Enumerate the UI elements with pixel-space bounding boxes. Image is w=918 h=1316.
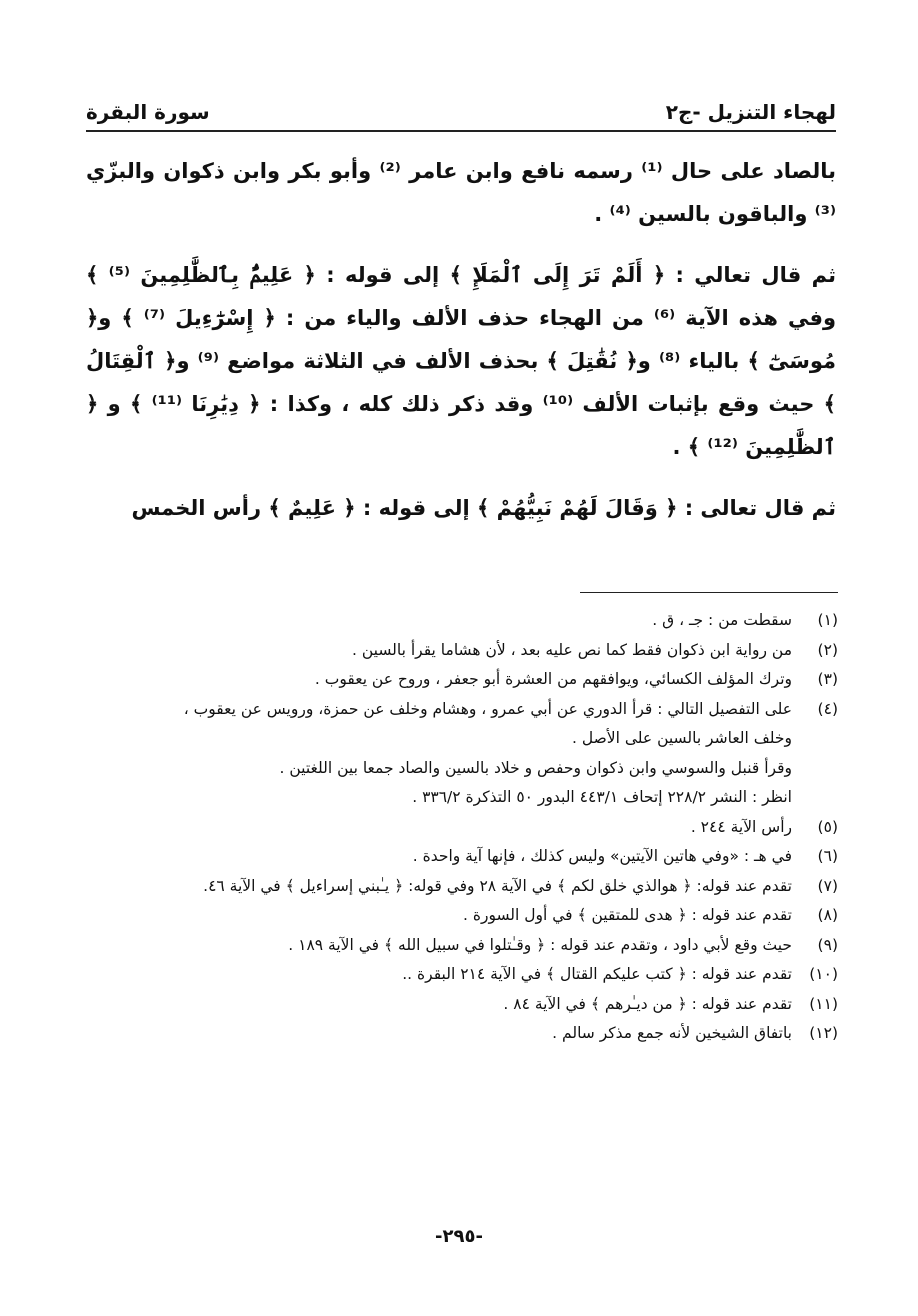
footnote-12 <box>80 1019 838 1049</box>
footnote-1 <box>80 606 838 636</box>
footnote-text: حيث وقع لأبي داود ، وتقدم عند قوله : ﴿ وقـٰتلوا في سبيل الله ﴾ في الآية ١٨٩ . <box>288 935 792 954</box>
footnote-3 <box>80 665 838 695</box>
paragraph-2: ثم قال تعالي : ﴿ أَلَمْ تَرَ إِلَى ٱلْمَلَإِ ﴾ إلى قوله : ﴿ عَلِيمٌۢ بِٱلظَّٰلِمِينَ ⁽⁵⁾ ﴾ وفي هذه الآية ⁽⁶⁾ من الهجاء حذف الألف والياء من : ﴿ إِسْرَٰٓءِيلَ ⁽⁷⁾ ﴾ و﴿ مُوسَىٰٓ ﴾ بالياء ⁽⁸⁾ و﴿ نُقَٰتِلَ ﴾ بحذف الألف في الثلاثة مواضع ⁽⁹⁾ و﴿ ٱلْقِتَالُ ﴾ حيث وقع بإثبات الألف ⁽¹⁰⁾ وقد ذكر ذلك كله ، وكذا : ﴿ دِيَٰرِنَا ⁽¹¹⁾ ﴾ و ﴿ ٱلظَّٰلِمِينَ ⁽¹²⁾ ﴾ . <box>86 263 837 459</box>
footnote-number: (١١) <box>809 994 838 1013</box>
footnote-number: (٥) <box>817 817 838 836</box>
footnote-number: (١٠) <box>809 965 838 983</box>
footnote-4-line-2: وخلف العاشر بالسين على الأصل . <box>572 729 792 747</box>
footnote-4 <box>80 695 838 725</box>
footnote-text: من رواية ابن ذكوان فقط كما نص عليه بعد ، لأن هشاما يقرأ بالسين . <box>352 640 792 659</box>
footnote-number: (١) <box>817 611 838 629</box>
running-header <box>86 84 836 132</box>
footnote-text: في هـ : «وفي هاتين الآيتين» وليس كذلك ، فإنها آية واحدة . <box>412 847 792 865</box>
footnotes <box>80 606 838 1049</box>
footnote-4-line-3: وقرأ قنبل والسوسي وابن ذكوان وحفص و خلاد بالسين والصاد جمعا بين اللغتين . <box>279 758 792 777</box>
book-title: لهجاء التنزيل -ج٢ <box>665 100 836 124</box>
footnote-text: على التفصيل التالي : قرأ الدوري عن أبي عمرو ، وهشام وخلف عن حمزة، ورويس عن يعقوب ، <box>183 699 792 718</box>
main-text <box>86 150 836 548</box>
footnote-number: (٤) <box>817 699 838 718</box>
footnote-10 <box>80 960 838 990</box>
footnote-text: تقدم عند قوله : ﴿ كتب عليكم القتال ﴾ في الآية ٢١٤ البقرة .. <box>402 965 792 983</box>
footnote-text: تقدم عند قوله : ﴿ من ديـٰرهم ﴾ في الآية ٨٤ . <box>503 994 792 1013</box>
footnote-number: (٦) <box>817 847 838 865</box>
footnote-number: (٣) <box>817 670 838 688</box>
footnote-4-line-4: انظر : النشر ٢٢٨/٢ إتحاف ٤٤٣/١ البدور ٥٠ التذكرة ٣٣٦/٢ . <box>412 788 792 806</box>
footnote-number: (١٢) <box>809 1024 838 1042</box>
footnote-number: (٩) <box>817 935 838 954</box>
footnote-text: وترك المؤلف الكسائي، ويوافقهم من العشرة أبو جعفر ، وروح عن يعقوب . <box>314 670 792 688</box>
footnote-9 <box>80 931 838 961</box>
footnote-number: (٧) <box>817 876 838 895</box>
footnote-2 <box>80 636 838 666</box>
footnote-7 <box>80 872 838 902</box>
footnote-6 <box>80 842 838 872</box>
footnote-text: سقطت من : جـ ، ق . <box>652 611 792 629</box>
surah-title: سورة البقرة <box>86 100 210 124</box>
page-number: -٢٩٥- <box>435 1226 483 1247</box>
footnote-8 <box>80 901 838 931</box>
footnote-5 <box>80 813 838 843</box>
footnote-number: (٨) <box>817 906 838 924</box>
footnote-number: (٢) <box>817 640 838 659</box>
footnote-text: تقدم عند قوله: ﴿ هوالذي خلق لكم ﴾ في الآية ٢٨ وفي قوله: ﴿ يـٰبني إسراءيل ﴾ في الآية ٤٦. <box>203 876 792 895</box>
paragraph-3: ثم قال تعالى : ﴿ وَقَالَ لَهُمْ نَبِيُّهُمْ ﴾ إلى قوله : ﴿ عَلِيمٌ ﴾ رأس الخمس <box>131 496 836 520</box>
footnote-text: رأس الآية ٢٤٤ . <box>690 817 792 836</box>
footnote-11 <box>80 990 838 1020</box>
paragraph-1: بالصاد على حال ⁽¹⁾ رسمه نافع وابن عامر ⁽²⁾ وأبو بكر وابن ذكوان والبزّي ⁽³⁾ والباقون بالسين ⁽⁴⁾ . <box>86 159 837 226</box>
footnote-text: تقدم عند قوله : ﴿ هدى للمتقين ﴾ في أول السورة . <box>462 906 792 924</box>
footnote-text: باتفاق الشيخين لأنه جمع مذكر سالم . <box>552 1024 792 1042</box>
footnote-divider <box>580 592 838 593</box>
